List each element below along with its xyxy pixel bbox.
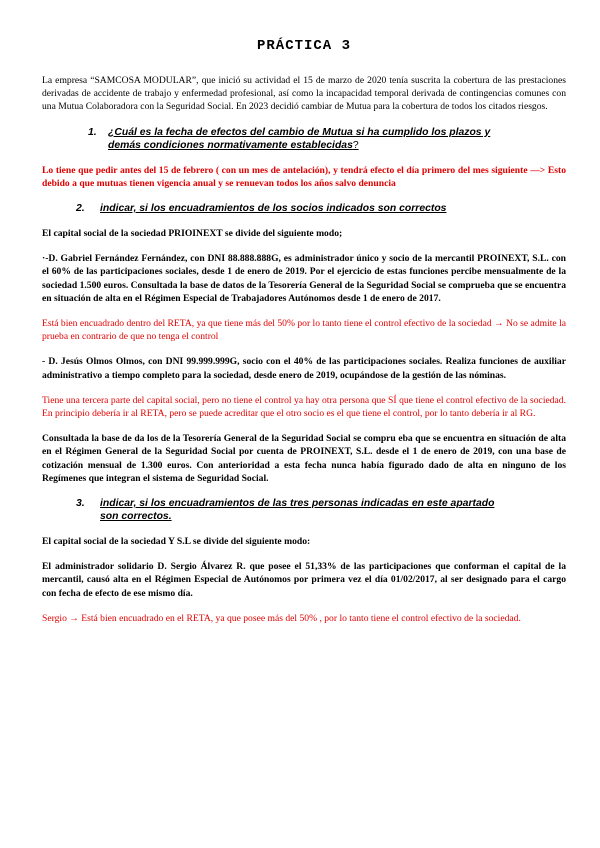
question-2-text: indicar, si los encuadramientos de los socios indicados son correctos	[100, 203, 447, 215]
socio-1-paragraph: ·-D. Gabriel Fernández Fernández, con DNI 88.888.888G, es administrador único y socio de la mercantil PROINEXT, S.L. con el 60% de las participaciones sociales, desde 1 de enero de 2019. Por el ejercicio de estas funciones percibe mensualmente de la sociedad 1.500 euros. Consultada la base de datos de la Tesorería General de la Seguridad Social se comprueba que se encuentra en situación de alta en el Régimen Especial de Trabajadores Autónomos desde 1 de enero de 2017.	[42, 253, 566, 304]
question-1	[42, 126, 566, 139]
intro-paragraph: La empresa “SAMCOSA MODULAR”, que inició su actividad el 15 de marzo de 2020 tenía suscrita la cobertura de las prestaciones derivadas de accidente de trabajo y enfermedad profesional, así como la incapacidad temporal derivada de contingencias comunes con una Mutua Colaboradora con la Seguridad Social. En 2023 decidió cambiar de Mutua para la cobertura de todos los citados riesgos.	[42, 75, 566, 113]
response-socio-1: Está bien encuadrado dentro del RETA, ya que tiene más del 50% por lo tanto tiene el control efectivo de la sociedad → No se admite la prueba en contrario de que no tenga el control	[42, 318, 566, 343]
consulta-paragraph: Consultada la base de da los de la Tesorería General de la Seguridad Social se compru eba que se encuentra en situación de alta en el Régimen General de la Seguridad Social por cuenta de PROINEXT, S.L. desde el 1 de enero de 2019, con una base de cotización mensual de 1.300 euros. Con anterioridad a esta fecha nunca había figurado dado de alta en ninguno de los Regímenes que integran el sistema de Seguridad Social.	[42, 433, 566, 484]
question-1-line1: ¿Cuál es la fecha de efectos del cambio de Mutua si ha cumplido los plazos y	[108, 126, 491, 138]
question-1-line2: demás condiciones normativamente establecidas	[108, 139, 353, 151]
question-3-number: 3.	[76, 498, 85, 510]
question-1-tail: ?	[352, 139, 359, 151]
page-title: PRÁCTICA 3	[256, 38, 351, 54]
question-3	[42, 497, 566, 510]
response-socio-2: Tiene una tercera parte del capital social, pero no tiene el control ya hay otra persona que SÍ que tiene el control efectivo de la sociedad. En principio debería ir al RETA, pero se puede acreditar que el otro socio es el que tiene el control, por lo tanto debería ir al RG.	[42, 394, 566, 420]
question-3-line2: son correctos.	[100, 511, 172, 523]
question-2-number: 2.	[76, 203, 85, 215]
response-administrador: Sergio → Está bien encuadrado en el RETA, ya que posee más del 50% , por lo tanto tiene el control efectivo de la sociedad.	[42, 612, 521, 624]
capital-statement-1: El capital social de la sociedad PRIOINEXT se divide del siguiente modo;	[42, 228, 343, 240]
answer-1: Lo tiene que pedir antes del 15 de febrero ( con un mes de antelación), y tendrá efecto el día primero del mes siguiente —> Esto debido a que mutuas tienen vigencia anual y se renuevan todos los años salvo denuncia	[42, 164, 566, 189]
question-1-cont	[42, 139, 566, 152]
question-2	[42, 202, 566, 215]
socio-2-paragraph: - D. Jesús Olmos Olmos, con DNI 99.999.999G, socio con el 40% de las participaciones sociales. Realiza funciones de auxiliar administrativo a tiempo completo para la sociedad, desde enero de 2019, ocupándose de la gestión de las nóminas.	[42, 356, 566, 381]
administrador-paragraph: El administrador solidario D. Sergio Álvarez R. que posee el 51,33% de las participaciones que conforman el capital de la mercantil, causó alta en el Régimen Especial de Autónomos por primera vez el día 01/02/2017, al ser designado para el cargo con fecha de efecto de ese mismo día.	[42, 561, 566, 599]
capital-statement-2: El capital social de la sociedad Y S.L se divide del siguiente modo:	[42, 536, 311, 548]
question-3-cont	[42, 510, 566, 523]
question-1-number: 1.	[88, 126, 97, 138]
question-3-line1: indicar, si los encuadramientos de las tres personas indicadas en este apartado	[100, 498, 495, 510]
